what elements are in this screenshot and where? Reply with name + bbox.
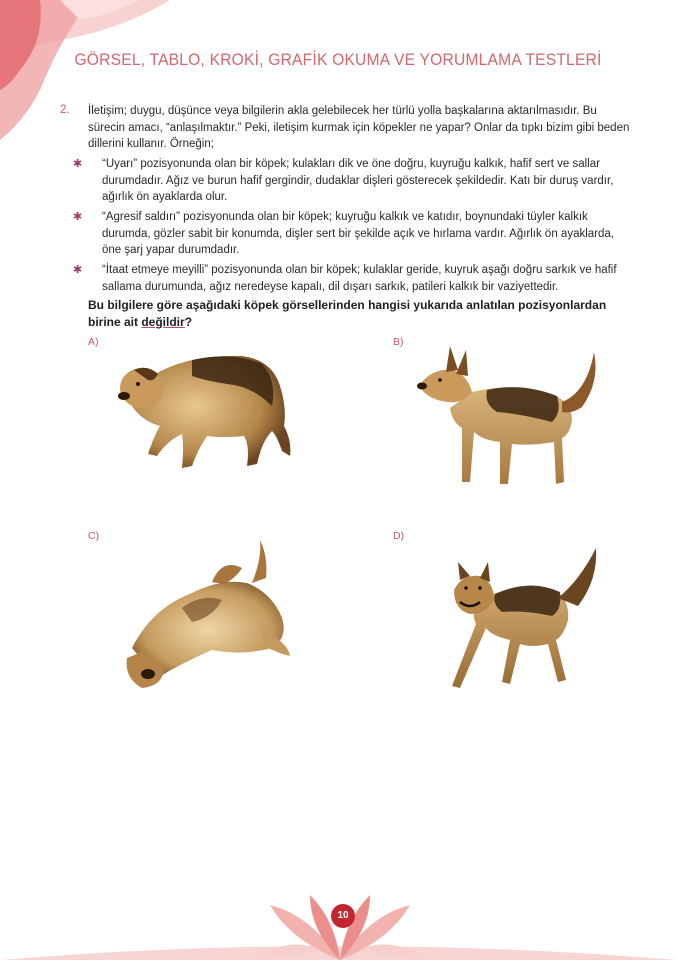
option-a-label[interactable]: A) xyxy=(88,336,99,348)
page-header-title: GÖRSEL, TABLO, KROKİ, GRAFİK OKUMA VE YORUMLAMA TESTLERİ xyxy=(74,50,602,69)
dog-illustration-a[interactable] xyxy=(112,346,297,476)
question-prompt xyxy=(88,297,636,330)
prompt-end: ? xyxy=(184,314,193,329)
question-number: 2. xyxy=(60,104,70,116)
option-b-label[interactable]: B) xyxy=(393,336,404,348)
option-c-label[interactable]: C) xyxy=(88,530,100,542)
prompt-text: Bu bilgilere göre aşağıdaki köpek görsellerinden hangisi yukarıda anlatılan pozisyonlardan birine ait xyxy=(88,298,607,329)
bullet-submissive xyxy=(73,262,636,295)
bullet-star-icon: ✱ xyxy=(73,211,83,223)
dog-illustration-c[interactable] xyxy=(112,538,297,693)
question-intro: İletişim; duygu, düşünce veya bilgilerin akla gelebilecek her türlü yolla başkalarına aktarılmasıdır. Bu sürecin amacı, “anlaşılmaktır.” Peki, iletişim kurmak için köpekler ne yapar? Onlar da tıpkı bizim gibi beden dillerini kullanır. Örneğin; xyxy=(88,105,630,150)
prompt-negative-word: değildir xyxy=(141,314,185,329)
bullet-star-icon: ✱ xyxy=(73,264,83,276)
bullet-text: “Uyarı” pozisyonunda olan bir köpek; kulakları dik ve öne doğru, kuyruğu kalkık, hafif sert ve sallar durumdadır. Ağız ve burun hafif gergindir, dudaklar dişleri gösterecek şekildedir. Katı bir duruş vardır, ağırlık ön ayaklarda olur. xyxy=(102,158,614,203)
bullet-star-icon: ✱ xyxy=(73,158,83,170)
bullet-warning xyxy=(73,156,636,206)
bullet-aggressive xyxy=(73,209,636,259)
dog-illustration-b[interactable] xyxy=(412,342,607,492)
bullet-text: “İtaat etmeye meyilli” pozisyonunda olan bir köpek; kulaklar geride, kuyruk aşağı doğru sarkık ve hafif sallama durumunda, ağız neredeyse kapalı, dil dışarı sarkık, patileri kalkık bir vaziyettedir. xyxy=(102,264,617,293)
page-number-badge: 10 xyxy=(331,904,355,928)
dog-illustration-d[interactable] xyxy=(440,540,600,695)
bullet-text: “Agresif saldırı” pozisyonunda olan bir köpek; kuyruğu kalkık ve katıdır, boynundaki tüyler kalkık durumda, gözler sabit bir konumda, dişler sert bir şekilde açık ve hırlama vardır. Ağırlık ön ayaklarda, öne şarj yapar durumdadır. xyxy=(102,211,614,256)
option-d-label[interactable]: D) xyxy=(393,530,405,542)
